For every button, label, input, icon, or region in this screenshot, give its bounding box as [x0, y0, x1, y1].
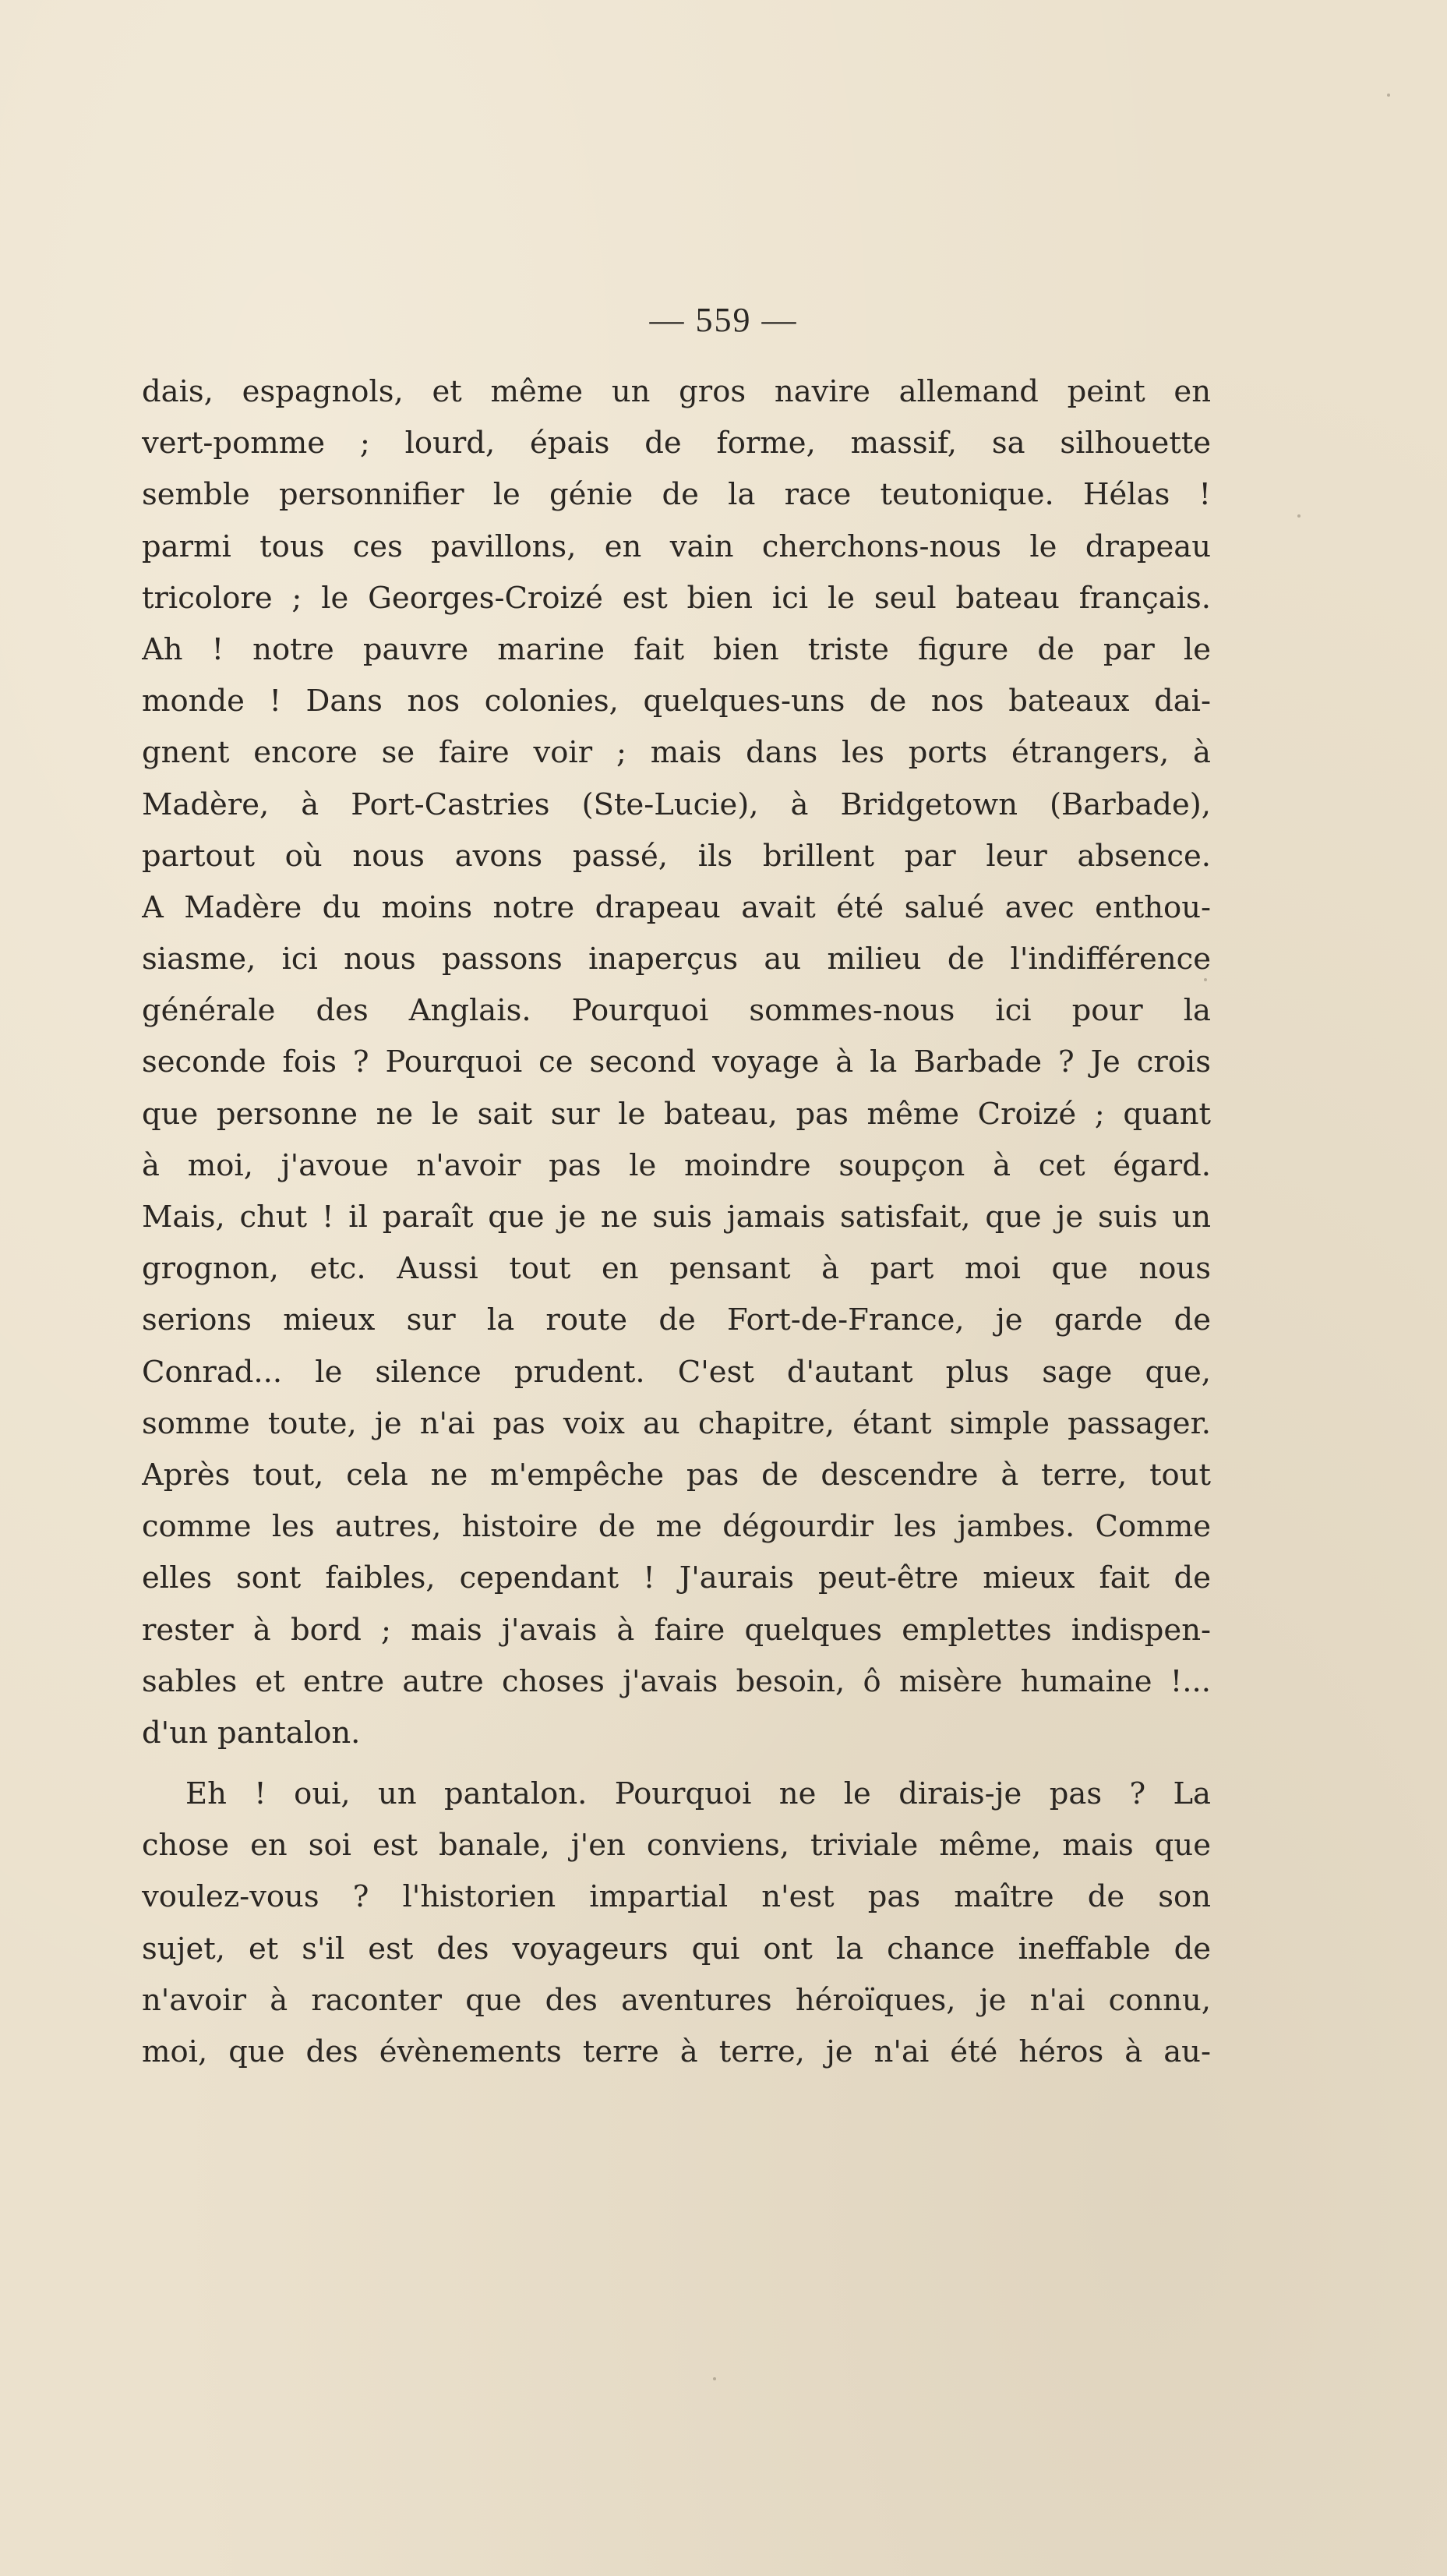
text-line: grognon, etc. Aussi tout en pensant à part moi que nous: [142, 1251, 1211, 1287]
text-line: serions mieux sur la route de Fort-de-France, je garde de: [142, 1302, 1211, 1338]
text-line: dais, espagnols, et même un gros navire allemand peint en: [142, 374, 1211, 409]
paper-speck: [1204, 978, 1207, 981]
paragraph-2: [142, 1769, 1211, 2078]
text-line: que personne ne le sait sur le bateau, pas même Croizé ; quant: [142, 1096, 1211, 1132]
text-line: sables et entre autre choses j'avais besoin, ô misère humaine !...: [142, 1663, 1211, 1699]
text-line: Conrad... le silence prudent. C'est d'autant plus sage que,: [142, 1354, 1211, 1390]
text-line: elles sont faibles, cependant ! J'aurais peut-être mieux fait de: [142, 1560, 1211, 1596]
paper-speck: [1387, 94, 1390, 97]
text-line: partout où nous avons passé, ils brillent par leur absence.: [142, 838, 1211, 874]
text-line: Eh ! oui, un pantalon. Pourquoi ne le dirais-je pas ? La: [185, 1776, 1211, 1812]
text-line: d'un pantalon.: [142, 1715, 361, 1751]
text-line: Madère, à Port-Castries (Ste-Lucie), à Bridgetown (Barbade),: [142, 786, 1211, 822]
text-line: siasme, ici nous passons inaperçus au milieu de l'indifférence: [142, 942, 1211, 977]
text-line: moi, que des évènements terre à terre, je n'ai été héros à au-: [142, 2034, 1211, 2069]
paper-speck: [1297, 514, 1301, 518]
text-line: monde ! Dans nos colonies, quelques-uns de nos bateaux dai-: [142, 684, 1211, 719]
text-line: parmi tous ces pavillons, en vain cherchons-nous le drapeau: [142, 528, 1211, 564]
page-number: — 559 —: [649, 301, 798, 339]
text-line: Mais, chut ! il paraît que je ne suis jamais satisfait, que je suis un: [142, 1200, 1211, 1235]
paragraph-gap: [142, 1759, 1211, 1769]
text-line: seconde fois ? Pourquoi ce second voyage à la Barbade ? Je crois: [142, 1044, 1211, 1080]
text-line: n'avoir à raconter que des aventures héroïques, je n'ai connu,: [142, 1982, 1211, 2018]
paragraph-1: [142, 366, 1211, 1759]
text-line: voulez-vous ? l'historien impartial n'est pas maître de son: [142, 1879, 1211, 1915]
text-line: tricolore ; le Georges-Croizé est bien ici le seul bateau français.: [142, 580, 1211, 616]
text-line: comme les autres, histoire de me dégourdir les jambes. Comme: [142, 1509, 1211, 1545]
text-line: à moi, j'avoue n'avoir pas le moindre soupçon à cet égard.: [142, 1147, 1211, 1183]
paper-speck: [713, 2377, 716, 2380]
text-line: somme toute, je n'ai pas voix au chapitre, étant simple passager.: [142, 1405, 1211, 1441]
text-line: semble personnifier le génie de la race teutonique. Hélas !: [142, 477, 1211, 513]
text-line: vert-pomme ; lourd, épais de forme, massif, sa silhouette: [142, 426, 1211, 461]
text-line: A Madère du moins notre drapeau avait été salué avec enthou-: [142, 889, 1211, 925]
text-line: Ah ! notre pauvre marine fait bien triste figure de par le: [142, 631, 1211, 667]
text-line: Après tout, cela ne m'empêche pas de descendre à terre, tout: [142, 1457, 1211, 1493]
text-line: chose en soi est banale, j'en conviens, triviale même, mais que: [142, 1828, 1211, 1864]
text-line: rester à bord ; mais j'avais à faire quelques emplettes indispen-: [142, 1612, 1211, 1648]
body-text: [142, 366, 1211, 2078]
text-line: sujet, et s'il est des voyageurs qui ont la chance ineffable de: [142, 1931, 1211, 1966]
text-line: générale des Anglais. Pourquoi sommes-nous ici pour la: [142, 993, 1211, 1029]
text-line: gnent encore se faire voir ; mais dans les ports étrangers, à: [142, 735, 1211, 771]
